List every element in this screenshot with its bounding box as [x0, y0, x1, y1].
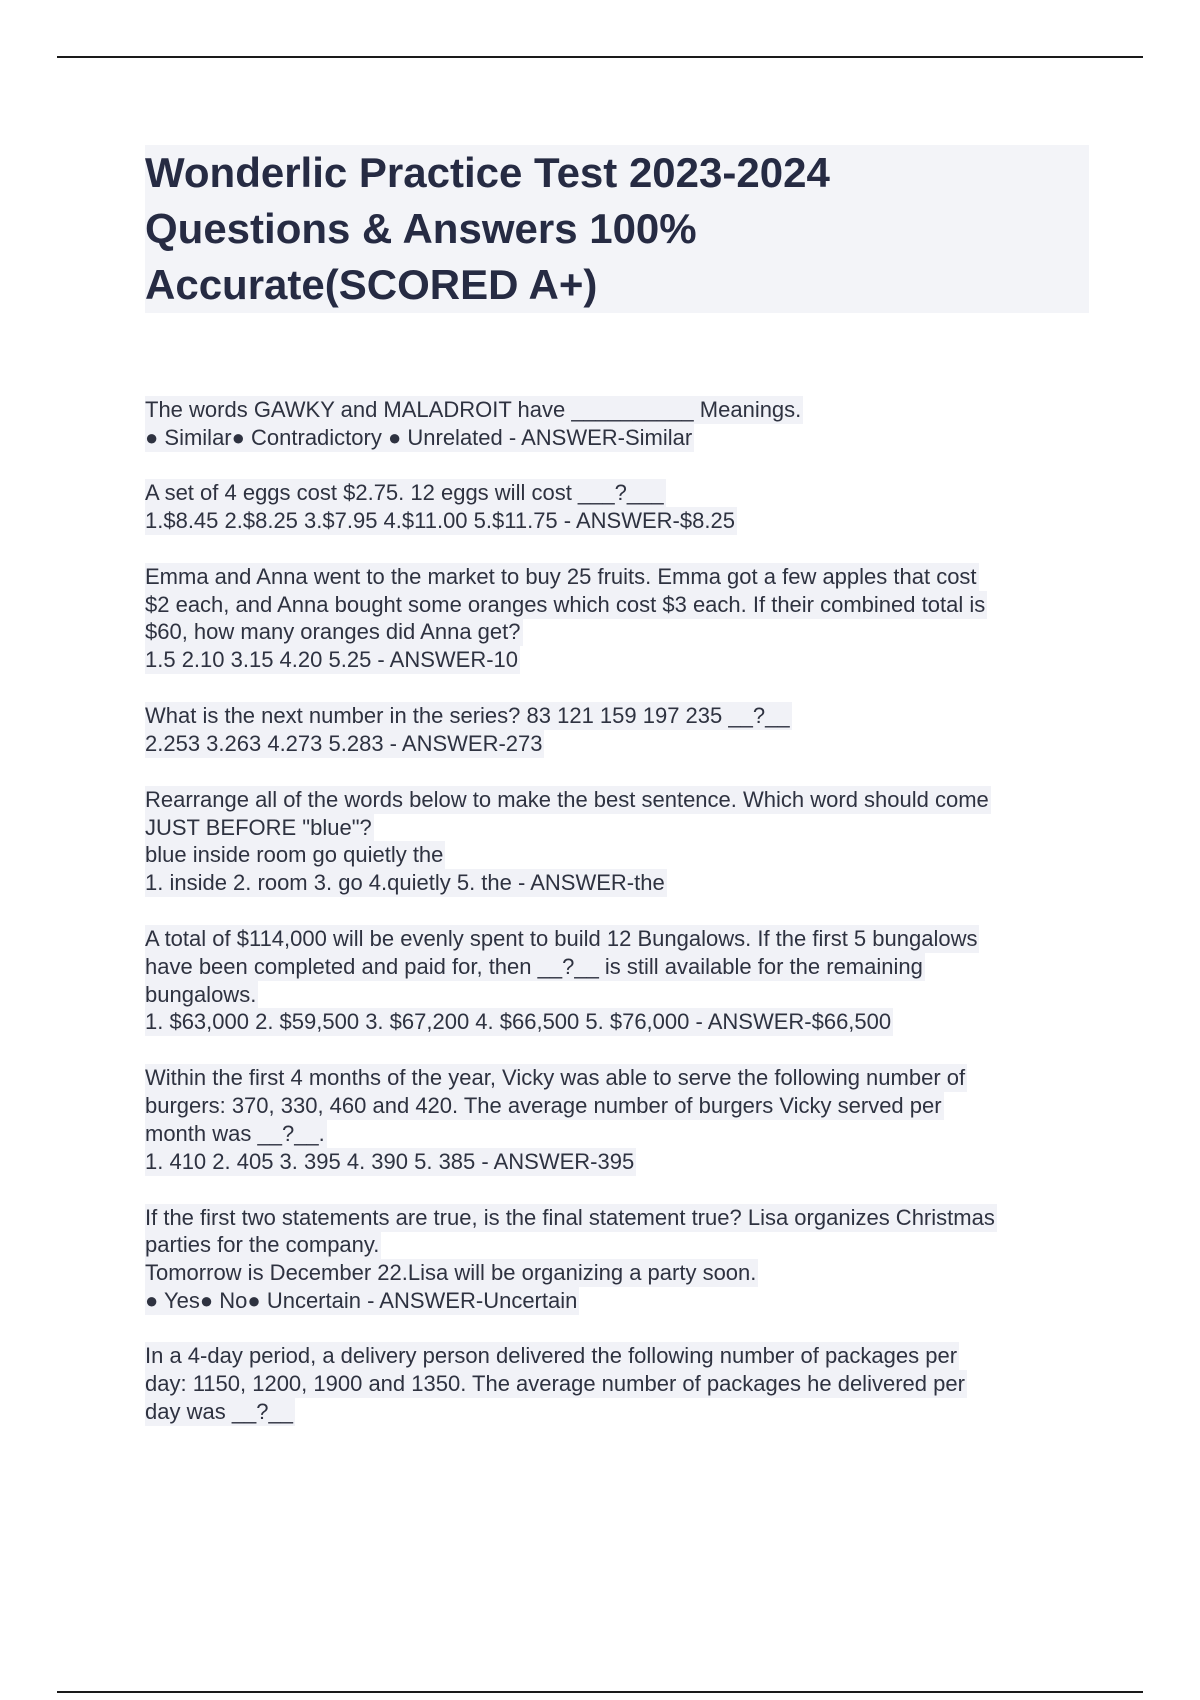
bottom-rule	[57, 1691, 1143, 1693]
question-9-text: day was __?__	[145, 1399, 293, 1424]
question-1-text: The words GAWKY and MALADROIT have __________ Meanings.	[145, 397, 802, 422]
question-3-text: $2 each, and Anna bought some oranges which cost $3 each. If their combined total is	[145, 592, 986, 617]
question-8-text: If the first two statements are true, is the final statement true? Lisa organizes Christmas	[145, 1205, 995, 1230]
question-5-text: blue inside room go quietly the	[145, 842, 444, 867]
question-7-text: month was __?__.	[145, 1121, 325, 1146]
question-5-text: Rearrange all of the words below to make the best sentence. Which word should come	[145, 787, 989, 812]
question-2-text: A set of 4 eggs cost $2.75. 12 eggs will cost ___?___	[145, 480, 664, 505]
question-1-answer: ● Similar● Contradictory ● Unrelated - ANSWER-Similar	[145, 425, 693, 450]
question-6-answer: 1. $63,000 2. $59,500 3. $67,200 4. $66,500 5. $76,000 - ANSWER-$66,500	[145, 1009, 892, 1034]
question-7-text: Within the first 4 months of the year, Vicky was able to serve the following number of	[145, 1065, 966, 1090]
question-8-answer: ● Yes● No● Uncertain - ANSWER-Uncertain	[145, 1288, 578, 1313]
question-9-text: In a 4-day period, a delivery person delivered the following number of packages per	[145, 1343, 958, 1368]
question-7-answer: 1. 410 2. 405 3. 395 4. 390 5. 385 - ANSWER-395	[145, 1149, 635, 1174]
question-8-text: Tomorrow is December 22.Lisa will be organizing a party soon.	[145, 1260, 757, 1285]
question-6-text: A total of $114,000 will be evenly spent to build 12 Bungalows. If the first 5 bungalows	[145, 926, 978, 951]
question-4-text: What is the next number in the series? 83 121 159 197 235 __?__	[145, 703, 790, 728]
document-title-line-2: Questions & Answers 100%	[145, 205, 697, 252]
document-title-line-3: Accurate(SCORED A+)	[145, 261, 598, 308]
question-2-answer: 1.$8.45 2.$8.25 3.$7.95 4.$11.00 5.$11.75 - ANSWER-$8.25	[145, 508, 735, 533]
question-5-text: JUST BEFORE "blue"?	[145, 815, 372, 840]
question-9-text: day: 1150, 1200, 1900 and 1350. The average number of packages he delivered per	[145, 1371, 965, 1396]
question-8-text: parties for the company.	[145, 1232, 380, 1257]
document-title-line-1: Wonderlic Practice Test 2023-2024	[145, 149, 830, 196]
question-3-text: $60, how many oranges did Anna get?	[145, 619, 521, 644]
question-3-answer: 1.5 2.10 3.15 4.20 5.25 - ANSWER-10	[145, 647, 519, 672]
question-7-text: burgers: 370, 330, 460 and 420. The average number of burgers Vicky served per	[145, 1093, 942, 1118]
question-4-answer: 2.253 3.263 4.273 5.283 - ANSWER-273	[145, 731, 543, 756]
question-6-text: have been completed and paid for, then __?__ is still available for the remaining	[145, 954, 923, 979]
question-6-text: bungalows.	[145, 982, 257, 1007]
question-5-answer: 1. inside 2. room 3. go 4.quietly 5. the - ANSWER-the	[145, 870, 665, 895]
top-rule	[57, 56, 1143, 58]
question-3-text: Emma and Anna went to the market to buy 25 fruits. Emma got a few apples that cost	[145, 564, 977, 589]
